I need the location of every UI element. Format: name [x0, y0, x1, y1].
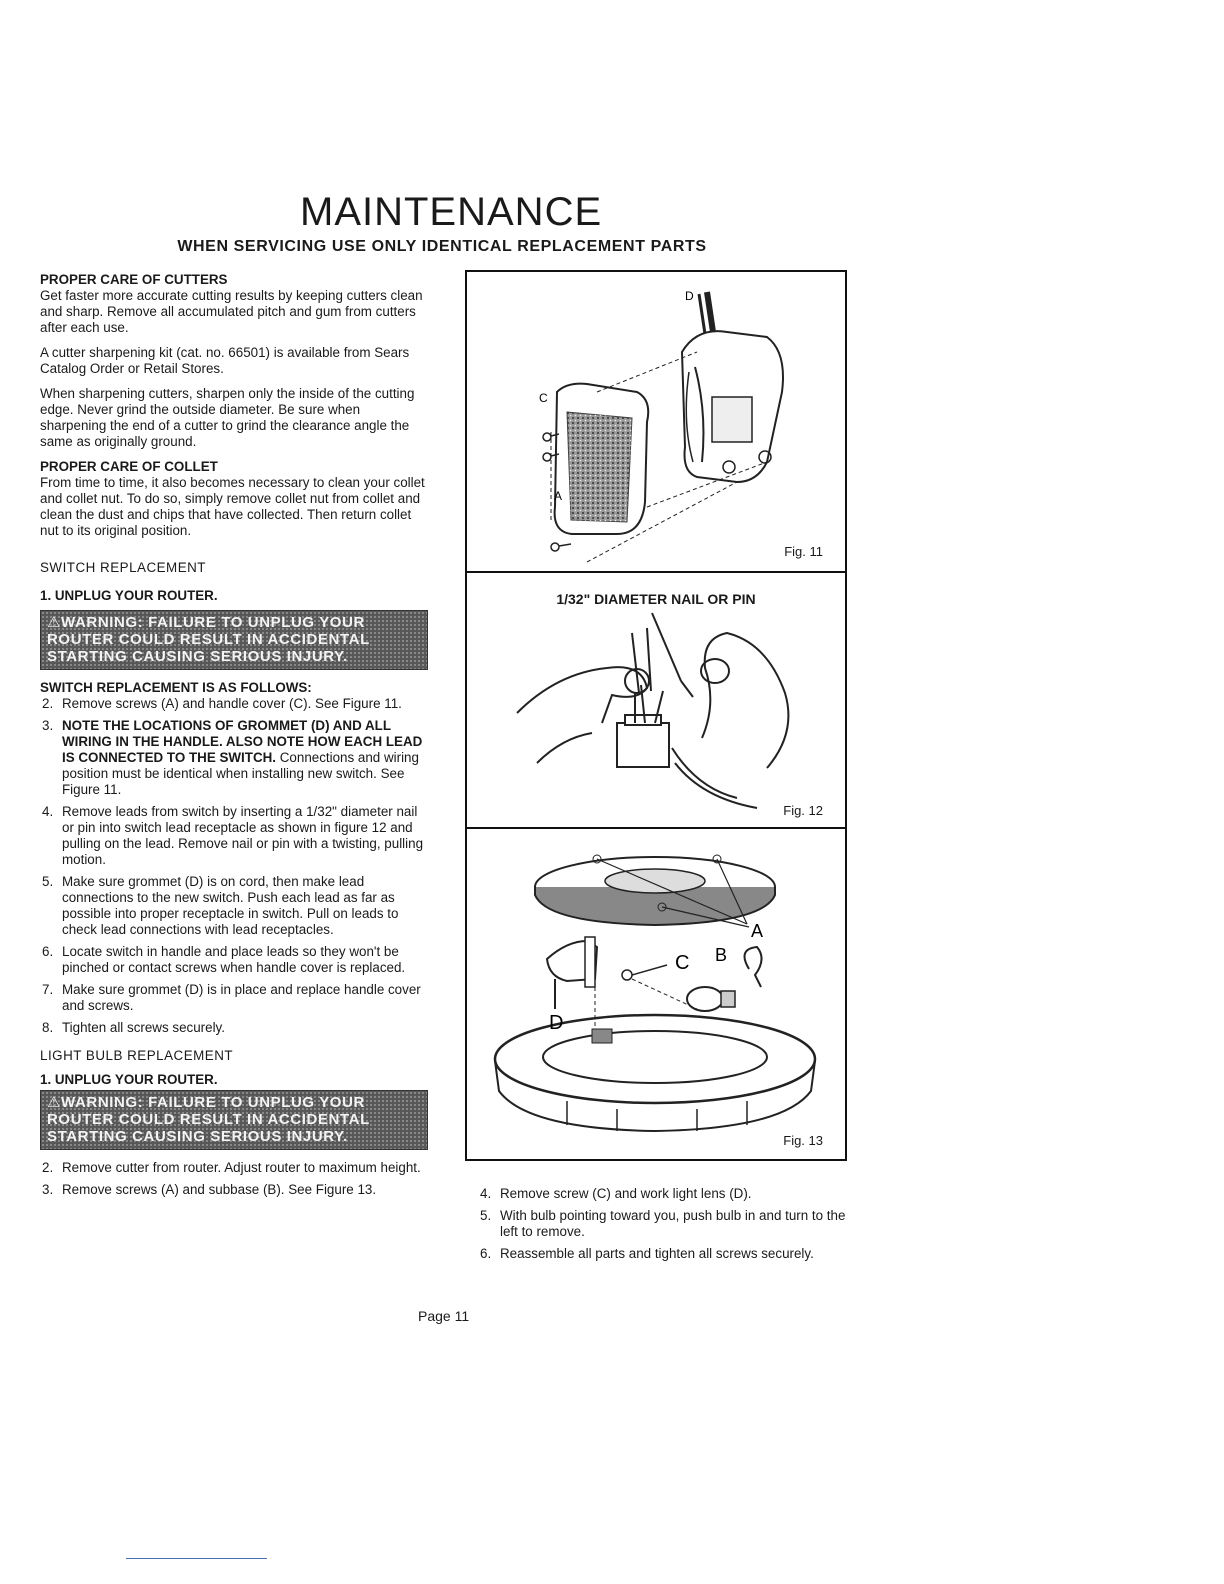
- list-item: 4. Remove screw (C) and work light lens (D).: [480, 1186, 752, 1201]
- switch-steps-list: [40, 696, 428, 1036]
- fig-12-caption: 1/32" DIAMETER NAIL OR PIN: [556, 591, 756, 607]
- callout-c: C: [675, 952, 690, 974]
- cutters-paragraph-1: Get faster more accurate cutting results by keeping cutters clean and sharp. Remove all accumulated pitch and gum from cutters after each use.: [40, 288, 423, 335]
- callout-a: A: [554, 489, 563, 503]
- footer-rule: [126, 1558, 267, 1559]
- collet-paragraph: From time to time, it also becomes necessary to clean your collet and collet nut. To do so, simply remove collet nut from collet and clean the dust and chips that have collected. Then return collet nut to its original position.: [40, 475, 425, 538]
- list-item: 5. Make sure grommet (D) is on cord, then make lead connections to the new switch. Push each lead as far as possible into proper receptacle in switch. Pull on leads to check lead connections with lead receptacles.: [42, 874, 399, 937]
- page-subtitle: WHEN SERVICING USE ONLY IDENTICAL REPLACEMENT PARTS: [177, 238, 707, 255]
- list-item: 6. Locate switch in handle and place leads so they won't be pinched or contact screws when handle cover is replaced.: [42, 944, 406, 975]
- fig-12-label: Fig. 12: [783, 803, 823, 818]
- list-item: 3. NOTE THE LOCATIONS OF GROMMET (D) AND ALL WIRING IN THE HANDLE. ALSO NOTE HOW EACH LEAD IS CONNECTED TO THE SWITCH. Connections and wiring position must be identical when installing new switch. See Figure 11.: [42, 718, 423, 797]
- figure-13: [465, 827, 847, 1161]
- cutters-paragraph-2: A cutter sharpening kit (cat. no. 66501) is available from Sears Catalog Order or Retail Stores.: [40, 345, 410, 376]
- callout-b: B: [715, 945, 728, 965]
- list-item: 3. Remove screws (A) and subbase (B). See Figure 13.: [42, 1182, 377, 1197]
- list-item: 2. Remove cutter from router. Adjust router to maximum height.: [42, 1160, 421, 1175]
- list-item: 4. Remove leads from switch by inserting a 1/32" diameter nail or pin into switch lead receptacle as shown in figure 12 and pulling on the lead. Remove nail or pin with a twisting, pulling motion.: [42, 804, 424, 867]
- switch-lead-removal-diagram: [467, 573, 845, 827]
- list-item: 8. Tighten all screws securely.: [42, 1020, 225, 1035]
- page-number: Page 11: [418, 1308, 470, 1324]
- right-column-steps: [478, 1186, 862, 1268]
- list-item: 5. With bulb pointing toward you, push bulb in and turn to the left to remove.: [480, 1208, 846, 1239]
- bulb-heading: LIGHT BULB REPLACEMENT: [40, 1048, 234, 1063]
- left-column: [40, 272, 428, 1204]
- switch-follows-heading: SWITCH REPLACEMENT IS AS FOLLOWS:: [40, 680, 312, 695]
- cutters-heading: PROPER CARE OF CUTTERS: [40, 272, 228, 287]
- bulb-steps-list-left: [40, 1160, 428, 1198]
- bulb-warning-box: ⚠WARNING: FAILURE TO UNPLUG YOUR ROUTER COULD RESULT IN ACCIDENTAL STARTING CAUSING SERIOUS INJURY.: [40, 1090, 428, 1150]
- bulb-step-1: 1. UNPLUG YOUR ROUTER.: [40, 1072, 218, 1087]
- list-item: 6. Reassemble all parts and tighten all screws securely.: [480, 1246, 814, 1261]
- fig-11-label: Fig. 11: [784, 544, 823, 559]
- callout-a: A: [751, 921, 764, 941]
- collet-heading: PROPER CARE OF COLLET: [40, 459, 218, 474]
- figure-12: [465, 571, 847, 829]
- callout-c: C: [539, 391, 548, 405]
- figure-11: [465, 270, 847, 573]
- cutters-paragraph-3: When sharpening cutters, sharpen only the inside of the cutting edge. Never grind the outside diameter. Be sure when sharpening the end of a cutter to grind the clearance angle the same as originally ground.: [40, 386, 415, 449]
- switch-heading: SWITCH REPLACEMENT: [40, 560, 206, 575]
- callout-d: D: [549, 1012, 564, 1034]
- handle-exploded-diagram: [467, 272, 845, 571]
- list-item: 2. Remove screws (A) and handle cover (C). See Figure 11.: [42, 696, 402, 711]
- list-item: 7. Make sure grommet (D) is in place and replace handle cover and screws.: [42, 982, 421, 1013]
- page-title: MAINTENANCE: [300, 190, 603, 234]
- switch-warning-box: ⚠WARNING: FAILURE TO UNPLUG YOUR ROUTER COULD RESULT IN ACCIDENTAL STARTING CAUSING SERIOUS INJURY.: [40, 610, 428, 670]
- fig-13-label: Fig. 13: [783, 1133, 823, 1148]
- switch-step-1: 1. UNPLUG YOUR ROUTER.: [40, 588, 218, 603]
- callout-d: D: [685, 289, 694, 303]
- subbase-bulb-exploded-diagram: [467, 829, 845, 1159]
